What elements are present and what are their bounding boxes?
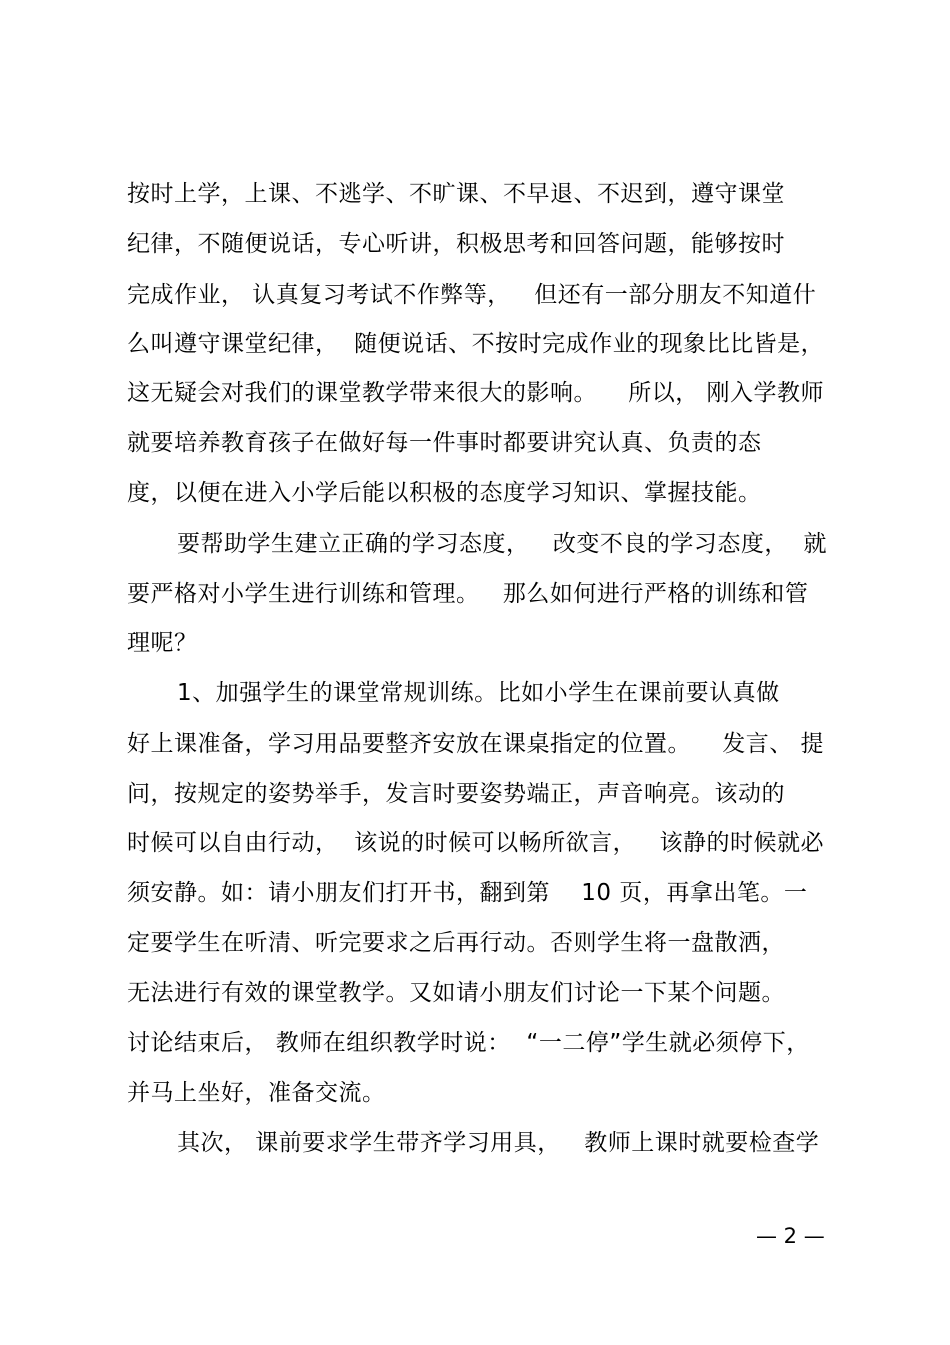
text-line: 其次， 课前要求学生带齐学习用具， 教师上课时就要检查学 — [177, 1130, 820, 1156]
text-line: 并马上坐好，准备交流。 — [127, 1080, 386, 1106]
text-line: 这无疑会对我们的课堂教学带来很大的影响。 所以， 刚入学教师 — [127, 380, 825, 406]
text-line: 度，以便在进入小学后能以积极的态度学习知识、掌握技能。 — [127, 480, 762, 506]
text-line: 么叫遵守课堂纪律， 随便说话、不按时完成作业的现象比比皆是， — [127, 331, 825, 357]
text-line: 要帮助学生建立正确的学习态度， 改变不良的学习态度， 就 — [177, 531, 828, 557]
text-line: 好上课准备，学习用品要整齐安放在课桌指定的位置。 发言、 提 — [127, 731, 825, 757]
text-line: 定要学生在听清、听完要求之后再行动。否则学生将一盘散洒， — [127, 930, 785, 956]
text-line: 按时上学，上课、不逃学、不旷课、不早退、不迟到，遵守课堂 — [127, 181, 785, 207]
text-line: 纪律，不随便说话，专心听讲，积极思考和回答问题，能够按时 — [127, 231, 785, 257]
text-line: 1、加强学生的课堂常规训练。比如小学生在课前要认真做 — [177, 680, 780, 706]
text-line: 就要培养教育孩子在做好每一件事时都要讲究认真、负责的态 — [127, 430, 762, 456]
text-line: 须安静。如：请小朋友们打开书，翻到第 10 页，再拿出笔。一 — [127, 880, 808, 906]
text-line: 时候可以自由行动， 该说的时候可以畅所欲言， 该静的时候就必 — [127, 830, 825, 856]
text-line: 理呢？ — [127, 630, 198, 656]
text-line: 无法进行有效的课堂教学。又如请小朋友们讨论一下某个问题。 — [127, 980, 785, 1006]
text-line: 讨论结束后， 教师在组织教学时说： “一二停”学生就必须停下， — [127, 1030, 810, 1056]
text-line: 完成作业， 认真复习考试不作弊等， 但还有一部分朋友不知道什 — [127, 282, 817, 308]
text-line: 要严格对小学生进行训练和管理。 那么如何进行严格的训练和管 — [127, 581, 809, 607]
page-number: — 2 — — [756, 1224, 825, 1248]
text-line: 问，按规定的姿势举手，发言时要姿势端正，声音响亮。该动的 — [127, 781, 785, 807]
